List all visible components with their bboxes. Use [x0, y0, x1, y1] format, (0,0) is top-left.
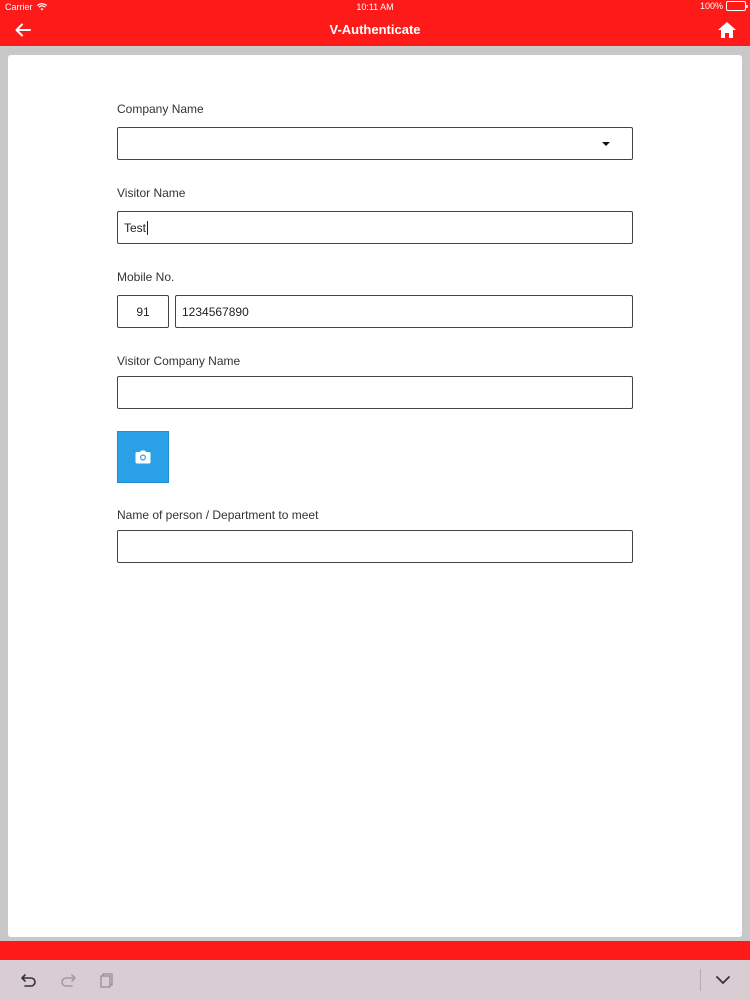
- chevron-down-icon: [714, 971, 732, 989]
- person-to-meet-label: Name of person / Department to meet: [117, 508, 319, 522]
- nav-bar: [0, 14, 750, 46]
- carrier-label: Carrier: [5, 2, 33, 12]
- dropdown-caret-icon: [602, 142, 610, 146]
- mobile-number-input[interactable]: [175, 295, 633, 328]
- undo-button[interactable]: [19, 970, 39, 990]
- person-to-meet-input[interactable]: [117, 530, 633, 563]
- redo-icon: [59, 971, 77, 989]
- visitor-name-input[interactable]: [117, 211, 633, 244]
- clock: 10:11 AM: [356, 2, 394, 12]
- battery-status: [700, 1, 746, 11]
- toolbar-divider: [700, 969, 701, 991]
- battery-percent: 100%: [699, 1, 723, 11]
- visitor-company-input[interactable]: [117, 376, 633, 409]
- footer-strip: [0, 941, 750, 960]
- camera-button[interactable]: [117, 431, 169, 483]
- visitor-company-label: Visitor Company Name: [117, 354, 241, 368]
- camera-icon: [135, 450, 151, 464]
- country-code-value: 91: [136, 304, 150, 319]
- company-name-dropdown[interactable]: [117, 127, 633, 160]
- mobile-number-value: 1234567890: [182, 304, 249, 319]
- page-title: V-Authenticate: [329, 22, 421, 37]
- clipboard-icon: [98, 971, 116, 989]
- company-name-label: Company Name: [117, 102, 204, 116]
- battery-icon: [726, 1, 746, 11]
- country-code-input[interactable]: [117, 295, 169, 328]
- visitor-name-value: Test: [124, 220, 147, 235]
- redo-button[interactable]: [58, 970, 78, 990]
- undo-icon: [20, 971, 38, 989]
- text-cursor: [147, 221, 148, 235]
- home-icon: [716, 20, 738, 40]
- visitor-name-label: Visitor Name: [117, 186, 186, 200]
- mobile-label: Mobile No.: [117, 270, 175, 284]
- keyboard-shortcut-bar: [0, 960, 750, 1000]
- home-button[interactable]: [716, 20, 738, 40]
- paste-button[interactable]: [97, 970, 117, 990]
- dismiss-keyboard-button[interactable]: [713, 970, 733, 990]
- status-bar: [0, 0, 750, 14]
